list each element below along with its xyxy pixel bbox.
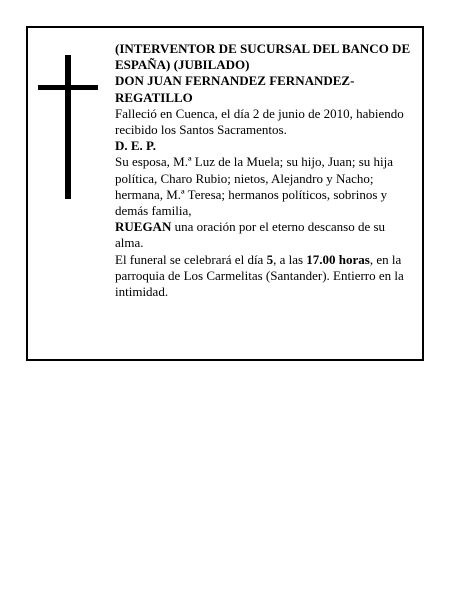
- request-verb: RUEGAN: [115, 219, 172, 235]
- latin-cross-icon: [38, 55, 98, 199]
- funeral-text-2: , a las: [273, 251, 307, 267]
- funeral-day: 5: [266, 251, 274, 267]
- death-announcement: Falleció en Cuenca, el día 2 de junio de 2010, habiendo recibido los Santos Sacramentos.: [115, 105, 404, 138]
- rip-line: D. E. P.: [115, 138, 157, 154]
- family-list: Su esposa, M.ª Luz de la Muela; su hijo, Juan; su hija política, Charo Rubio; nietos, Alejandro y Nacho; hermana, M.ª Teresa; hermanos políticos, sobrinos y demás familia,: [115, 154, 393, 219]
- funeral-info: [115, 252, 415, 301]
- deceased-name: DON JUAN FERNANDEZ FERNANDEZ-REGATILLO: [115, 73, 355, 105]
- position-line: (INTERVENTOR DE SUCURSAL DEL BANCO DE ESPAÑA) (JUBILADO): [115, 41, 411, 73]
- request-text: una oración por el eterno descanso de su alma.: [115, 219, 386, 251]
- obituary-notice: [26, 26, 424, 361]
- prayer-request: [115, 219, 415, 251]
- funeral-time: 17.00 horas: [306, 251, 370, 267]
- funeral-text-1: El funeral se celebrará el día: [115, 251, 267, 267]
- cross-vertical-bar: [65, 55, 71, 199]
- notice-text: [115, 41, 415, 300]
- cross-horizontal-bar: [38, 85, 98, 90]
- funeral-text-3: , en la parroquia de Los Carmelitas (Santander). Entierro en la intimidad.: [115, 251, 404, 300]
